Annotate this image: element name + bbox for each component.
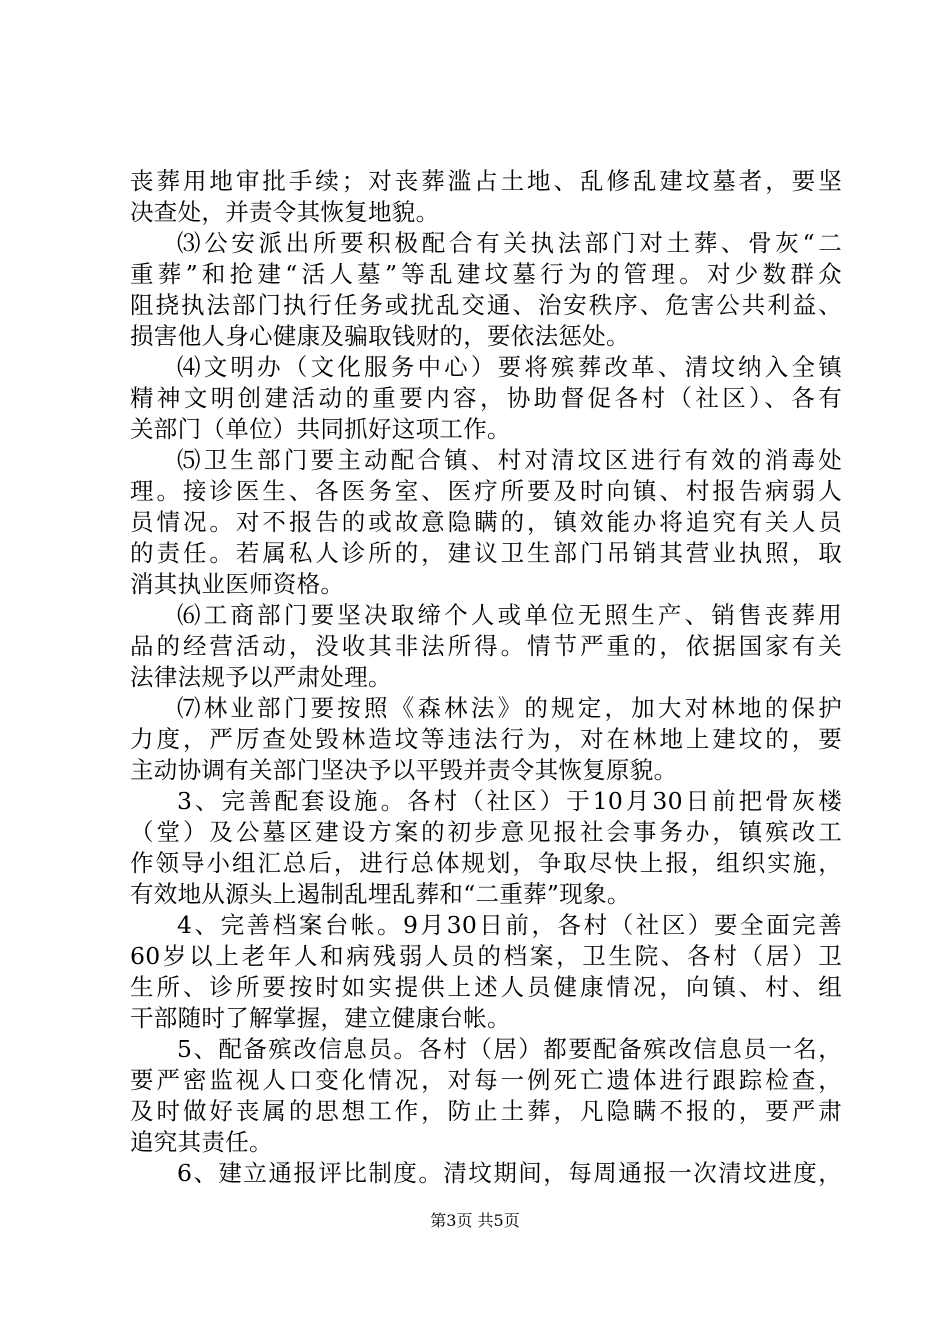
text-line: 的责任。若属私人诊所的，建议卫生部门吊销其营业执照，取: [130, 539, 842, 567]
text-line: 追究其责任。: [130, 1128, 273, 1156]
text-line: 精神文明创建活动的重要内容，协助督促各村（社区）、各有: [130, 384, 842, 412]
text-line: 丧葬用地审批手续；对丧葬滥占土地、乱修乱建坟墓者，要坚: [130, 167, 842, 195]
text-line: 损害他人身心健康及骗取钱财的，要依法惩处。: [130, 322, 630, 350]
text-line: 作领导小组汇总后，进行总体规划，争取尽快上报，组织实施，: [130, 849, 842, 877]
text-line: 理。接诊医生、各医务室、医疗所要及时向镇、村报告病弱人: [130, 477, 842, 505]
text-line: 关部门（单位）共同抓好这项工作。: [130, 415, 511, 443]
text-line: ⑺林业部门要按照《森林法》的规定，加大对林地的保护: [177, 694, 842, 722]
text-line: ⑶公安派出所要积极配合有关执法部门对土葬、骨灰“二: [177, 229, 842, 257]
text-line: 要严密监视人口变化情况，对每一例死亡遗体进行跟踪检查，: [130, 1066, 842, 1094]
text-line: 6、建立通报评比制度。清坟期间，每周通报一次清坟进度，: [177, 1159, 842, 1187]
text-line: 及时做好丧属的思想工作，防止土葬，凡隐瞒不报的，要严肃: [130, 1097, 842, 1125]
text-line: 3、完善配套设施。各村（社区）于10月30日前把骨灰楼: [177, 787, 842, 815]
text-line: 重葬”和抢建“活人墓”等乱建坟墓行为的管理。对少数群众: [130, 260, 842, 288]
text-line: ⑸卫生部门要主动配合镇、村对清坟区进行有效的消毒处: [177, 446, 842, 474]
text-line: 力度，严厉查处毁林造坟等违法行为，对在林地上建坟的，要: [130, 725, 842, 753]
text-line: 4、完善档案台帐。9月30日前，各村（社区）要全面完善: [177, 911, 842, 939]
text-line: 品的经营活动，没收其非法所得。情节严重的，依据国家有关: [130, 632, 842, 660]
text-line: 主动协调有关部门坚决予以平毁并责令其恢复原貌。: [130, 756, 678, 784]
text-line: 生所、诊所要按时如实提供上述人员健康情况，向镇、村、组: [130, 973, 842, 1001]
page-footer: 第3页 共5页: [430, 1211, 520, 1230]
text-line: 60岁以上老年人和病残弱人员的档案，卫生院、各村（居）卫: [130, 942, 842, 970]
document-body: [130, 166, 842, 1189]
text-line: 5、配备殡改信息员。各村（居）都要配备殡改信息员一名，: [177, 1035, 842, 1063]
text-line: （堂）及公墓区建设方案的初步意见报社会事务办，镇殡改工: [130, 818, 842, 846]
text-line: 阻挠执法部门执行任务或扰乱交通、治安秩序、危害公共利益、: [130, 291, 842, 319]
text-line: 消其执业医师资格。: [130, 570, 345, 598]
text-line: ⑹工商部门要坚决取缔个人或单位无照生产、销售丧葬用: [177, 601, 842, 629]
text-line: 有效地从源头上遏制乱埋乱葬和“二重葬”现象。: [130, 880, 631, 908]
text-line: 干部随时了解掌握，建立健康台帐。: [130, 1004, 511, 1032]
text-line: 决查处，并责令其恢复地貌。: [130, 198, 440, 226]
text-line: 员情况。对不报告的或故意隐瞒的，镇效能办将追究有关人员: [130, 508, 842, 536]
text-line: ⑷文明办（文化服务中心）要将殡葬改革、清坟纳入全镇: [177, 353, 842, 381]
text-line: 法律法规予以严肃处理。: [130, 663, 392, 691]
